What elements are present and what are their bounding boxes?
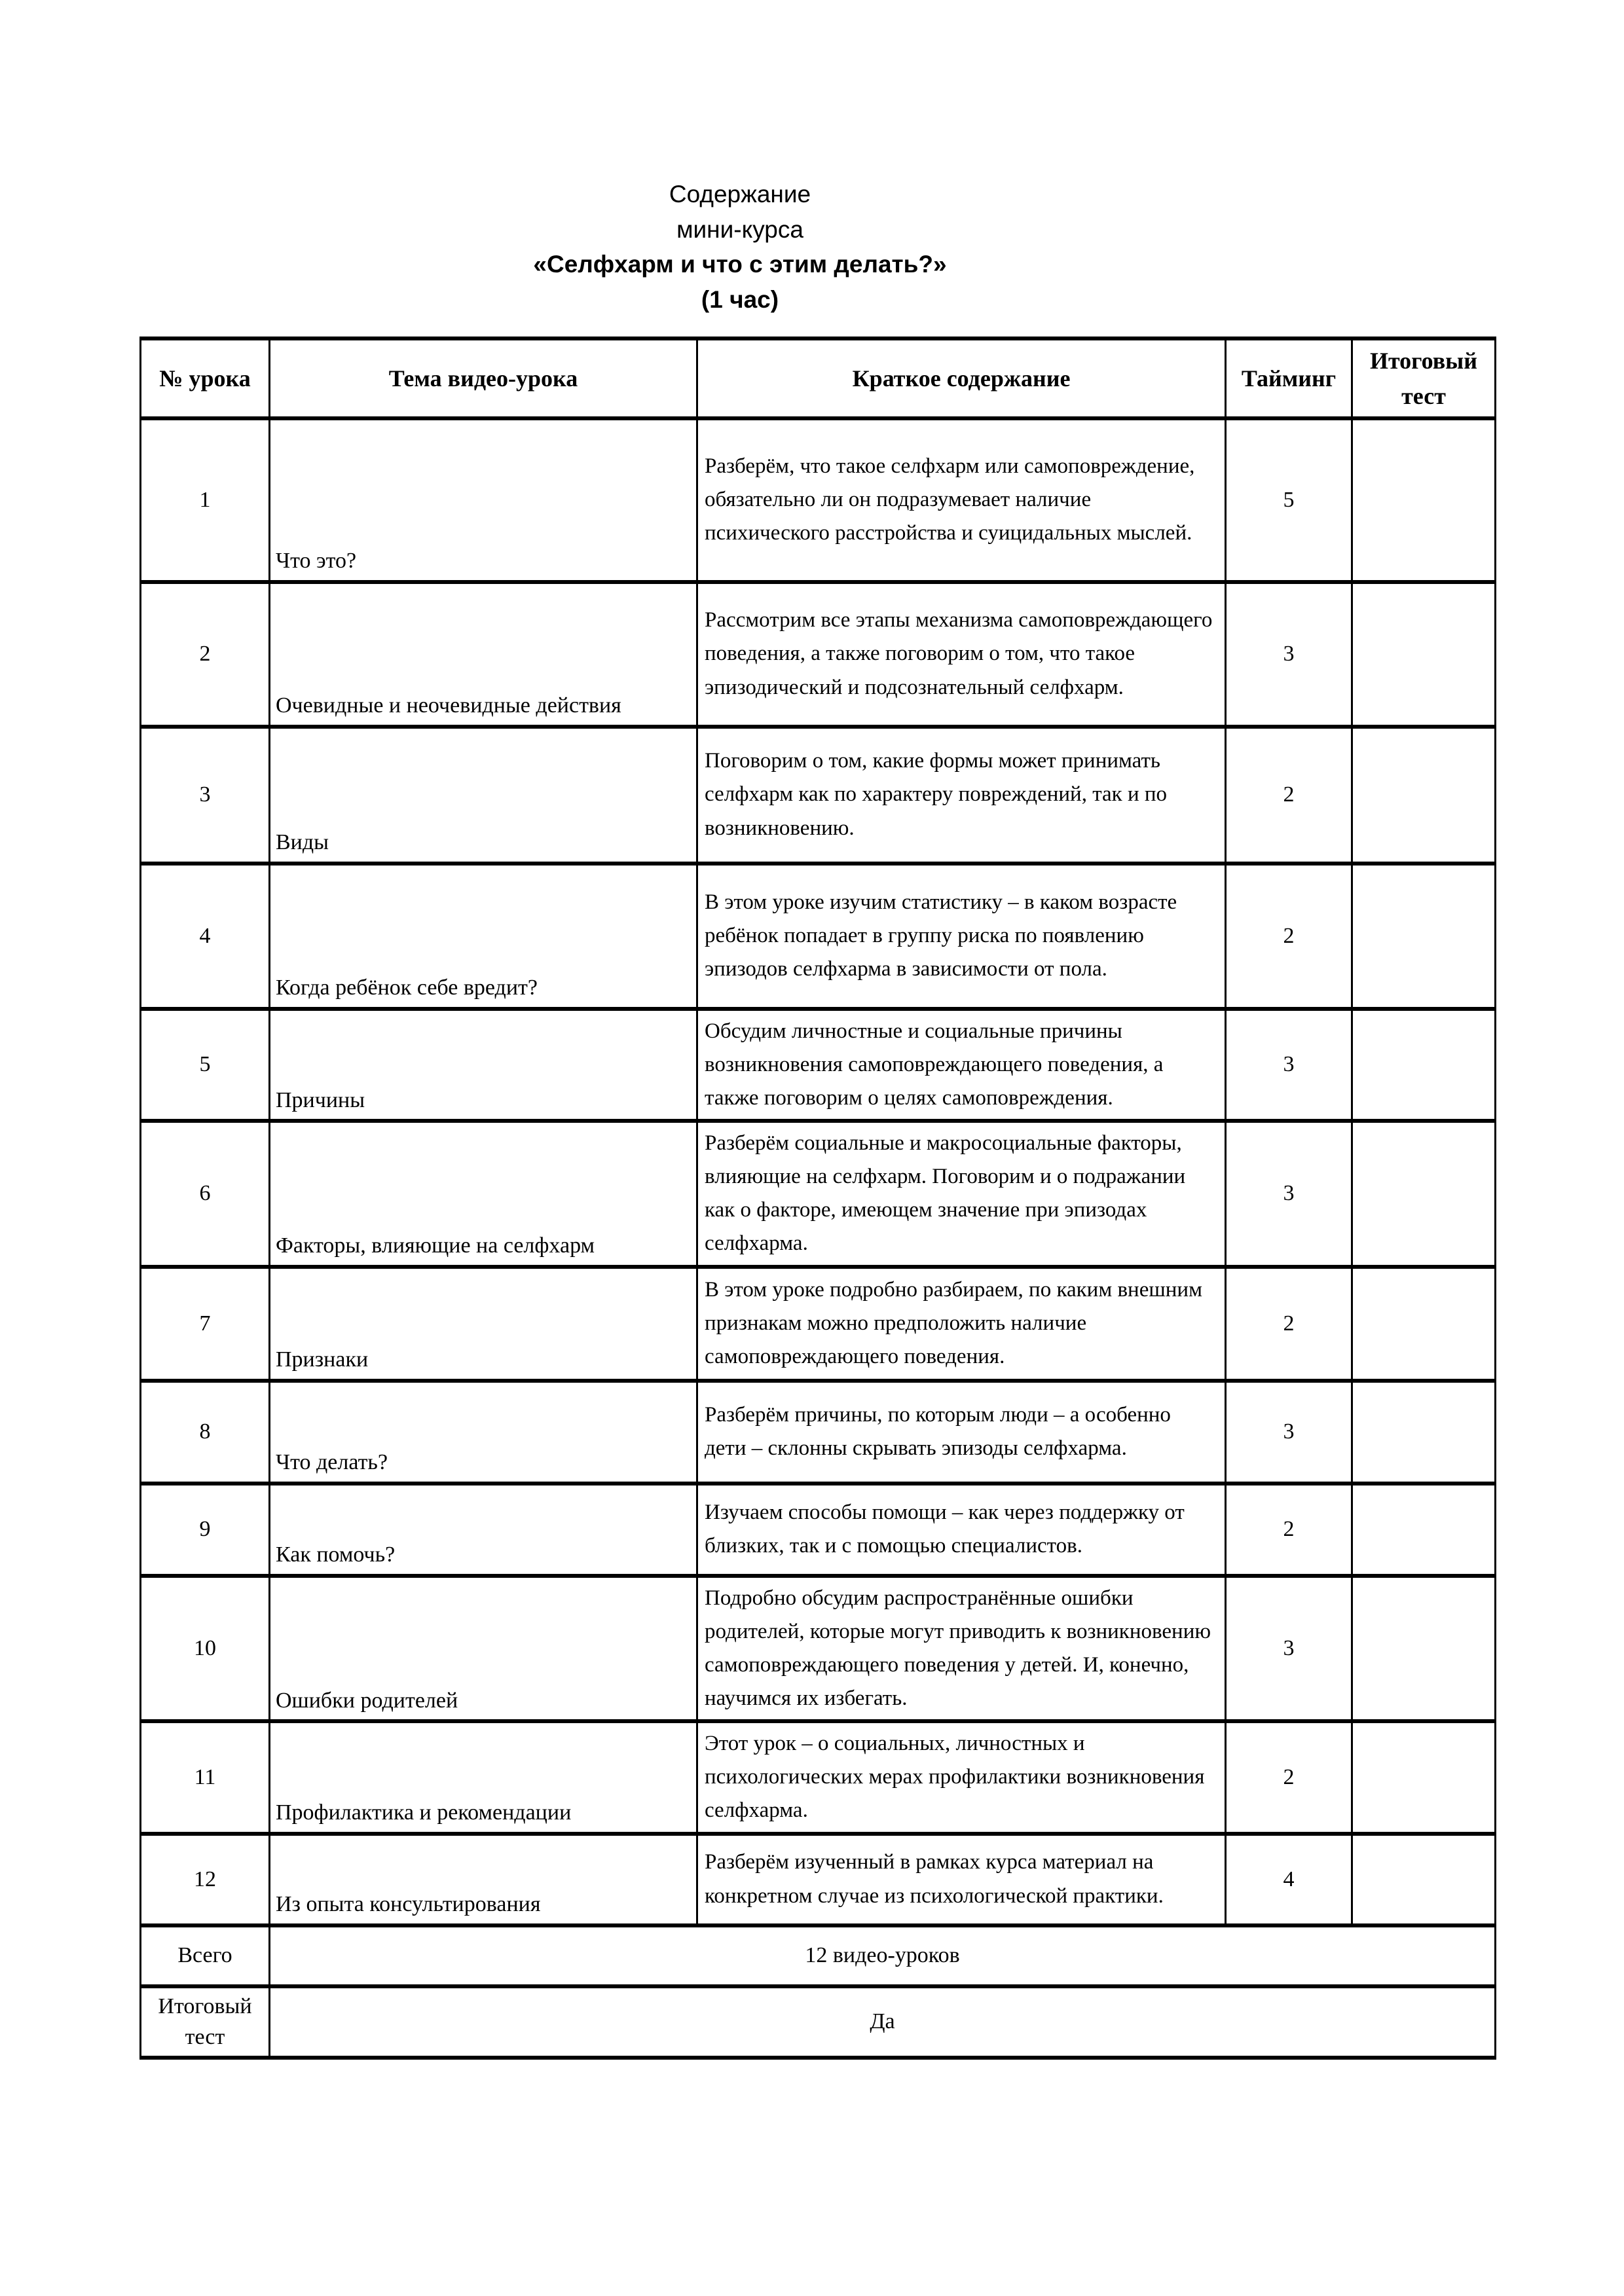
- title-duration: (1 час): [701, 285, 779, 313]
- total-label: Всего: [141, 1925, 270, 1986]
- table-body: [141, 418, 1496, 1925]
- col-header-summary: Краткое содержание: [697, 338, 1226, 418]
- lesson-summary-cell: Подробно обсудим распространённые ошибки родителей, которые могут приводить к возникновению самоповреждающего поведения у детей. И, конечно, научимся их избегать.: [697, 1576, 1226, 1722]
- lesson-timing-cell: 3: [1226, 1381, 1352, 1484]
- total-value: 12 видео-уроков: [270, 1925, 1496, 1986]
- lesson-topic-cell: Ошибки родителей: [270, 1576, 697, 1722]
- lesson-timing-cell: 3: [1226, 1121, 1352, 1267]
- lesson-test-cell: [1352, 1009, 1496, 1121]
- lesson-timing-cell: 2: [1226, 727, 1352, 864]
- title-course-name: «Селфхарм и что с этим делать?»: [533, 251, 947, 278]
- lesson-row: [141, 1484, 1496, 1576]
- lesson-number-cell: 6: [141, 1121, 270, 1267]
- lesson-topic-cell: Как помочь?: [270, 1484, 697, 1576]
- lesson-row: [141, 582, 1496, 727]
- lesson-timing-cell: 5: [1226, 418, 1352, 582]
- lesson-test-cell: [1352, 1834, 1496, 1925]
- final-test-row: [141, 1986, 1496, 2058]
- lesson-test-cell: [1352, 1721, 1496, 1833]
- lesson-topic-cell: Виды: [270, 727, 697, 864]
- lesson-summary-cell: Разберём, что такое селфхарм или самоповреждение, обязательно ли он подразумевает наличие психического расстройства и суицидальных мыслей.: [697, 418, 1226, 582]
- total-row: [141, 1925, 1496, 1986]
- final-test-value: Да: [270, 1986, 1496, 2058]
- lesson-test-cell: [1352, 727, 1496, 864]
- lesson-row: [141, 1721, 1496, 1833]
- lesson-row: [141, 727, 1496, 864]
- lesson-test-cell: [1352, 1576, 1496, 1722]
- lesson-test-cell: [1352, 1484, 1496, 1576]
- lesson-number-cell: 11: [141, 1721, 270, 1833]
- lesson-timing-cell: 2: [1226, 1267, 1352, 1381]
- lesson-timing-cell: 2: [1226, 1484, 1352, 1576]
- lesson-timing-cell: 3: [1226, 1576, 1352, 1722]
- header-row: [141, 338, 1496, 418]
- lesson-topic-cell: Факторы, влияющие на селфхарм: [270, 1121, 697, 1267]
- lesson-topic-cell: Что делать?: [270, 1381, 697, 1484]
- lesson-test-cell: [1352, 418, 1496, 582]
- lesson-topic-cell: Профилактика и рекомендации: [270, 1721, 697, 1833]
- lesson-summary-cell: Рассмотрим все этапы механизма самоповреждающего поведения, а также поговорим о том, что такое эпизодический и подсознательный селфхарм.: [697, 582, 1226, 727]
- lesson-test-cell: [1352, 582, 1496, 727]
- lesson-number-cell: 7: [141, 1267, 270, 1381]
- lesson-topic-cell: Из опыта консультирования: [270, 1834, 697, 1925]
- lesson-number-cell: 10: [141, 1576, 270, 1722]
- lesson-row: [141, 1576, 1496, 1722]
- lesson-number-cell: 4: [141, 864, 270, 1009]
- lesson-row: [141, 1834, 1496, 1925]
- lesson-number-cell: 9: [141, 1484, 270, 1576]
- lesson-topic-cell: Признаки: [270, 1267, 697, 1381]
- lesson-summary-cell: В этом уроке подробно разбираем, по каким внешним признакам можно предположить наличие самоповреждающего поведения.: [697, 1267, 1226, 1381]
- lesson-summary-cell: Разберём социальные и макросоциальные факторы, влияющие на селфхарм. Поговорим и о подражании как о факторе, имеющем значение при эпизодах селфхарма.: [697, 1121, 1226, 1267]
- lesson-topic-cell: Причины: [270, 1009, 697, 1121]
- col-header-timing: Тайминг: [1226, 338, 1352, 418]
- title-line-contents: Содержание: [669, 181, 811, 208]
- final-test-label: Итоговый тест: [141, 1986, 270, 2058]
- lesson-test-cell: [1352, 1121, 1496, 1267]
- lesson-topic-cell: Что это?: [270, 418, 697, 582]
- lesson-row: [141, 864, 1496, 1009]
- lesson-timing-cell: 4: [1226, 1834, 1352, 1925]
- lesson-row: [141, 1009, 1496, 1121]
- col-header-lesson-number: № урока: [141, 338, 270, 418]
- lesson-timing-cell: 3: [1226, 582, 1352, 727]
- lesson-number-cell: 1: [141, 418, 270, 582]
- lesson-timing-cell: 2: [1226, 864, 1352, 1009]
- lesson-summary-cell: Разберём причины, по которым люди – а особенно дети – склонны скрывать эпизоды селфхарма.: [697, 1381, 1226, 1484]
- lesson-summary-cell: Изучаем способы помощи – как через поддержку от близких, так и с помощью специалистов.: [697, 1484, 1226, 1576]
- lesson-row: [141, 1121, 1496, 1267]
- lesson-topic-cell: Очевидные и неочевидные действия: [270, 582, 697, 727]
- document-title-block: [0, 177, 1480, 318]
- lesson-number-cell: 5: [141, 1009, 270, 1121]
- lesson-summary-cell: Обсудим личностные и социальные причины возникновения самоповреждающего поведения, а также поговорим о целях самоповреждения.: [697, 1009, 1226, 1121]
- lesson-summary-cell: Поговорим о том, какие формы может принимать селфхарм как по характеру повреждений, так и по возникновению.: [697, 727, 1226, 864]
- lesson-test-cell: [1352, 864, 1496, 1009]
- lesson-number-cell: 12: [141, 1834, 270, 1925]
- table-summary-section: [141, 1925, 1496, 2058]
- lesson-number-cell: 2: [141, 582, 270, 727]
- col-header-final-test: Итоговый тест: [1352, 338, 1496, 418]
- lesson-timing-cell: 3: [1226, 1009, 1352, 1121]
- lesson-summary-cell: Этот урок – о социальных, личностных и психологических мерах профилактики возникновения селфхарма.: [697, 1721, 1226, 1833]
- lesson-summary-cell: Разберём изученный в рамках курса материал на конкретном случае из психологической практики.: [697, 1834, 1226, 1925]
- lesson-row: [141, 1381, 1496, 1484]
- lesson-summary-cell: В этом уроке изучим статистику – в каком возрасте ребёнок попадает в группу риска по появлению эпизодов селфхарма в зависимости от пола.: [697, 864, 1226, 1009]
- lesson-row: [141, 1267, 1496, 1381]
- lesson-test-cell: [1352, 1381, 1496, 1484]
- lesson-test-cell: [1352, 1267, 1496, 1381]
- course-content-table: [139, 337, 1496, 2060]
- lesson-number-cell: 3: [141, 727, 270, 864]
- lesson-number-cell: 8: [141, 1381, 270, 1484]
- lesson-row: [141, 418, 1496, 582]
- lesson-timing-cell: 2: [1226, 1721, 1352, 1833]
- title-line-minicourse: мини-курса: [676, 215, 803, 243]
- table-header: [141, 338, 1496, 418]
- col-header-topic: Тема видео-урока: [270, 338, 697, 418]
- lesson-topic-cell: Когда ребёнок себе вредит?: [270, 864, 697, 1009]
